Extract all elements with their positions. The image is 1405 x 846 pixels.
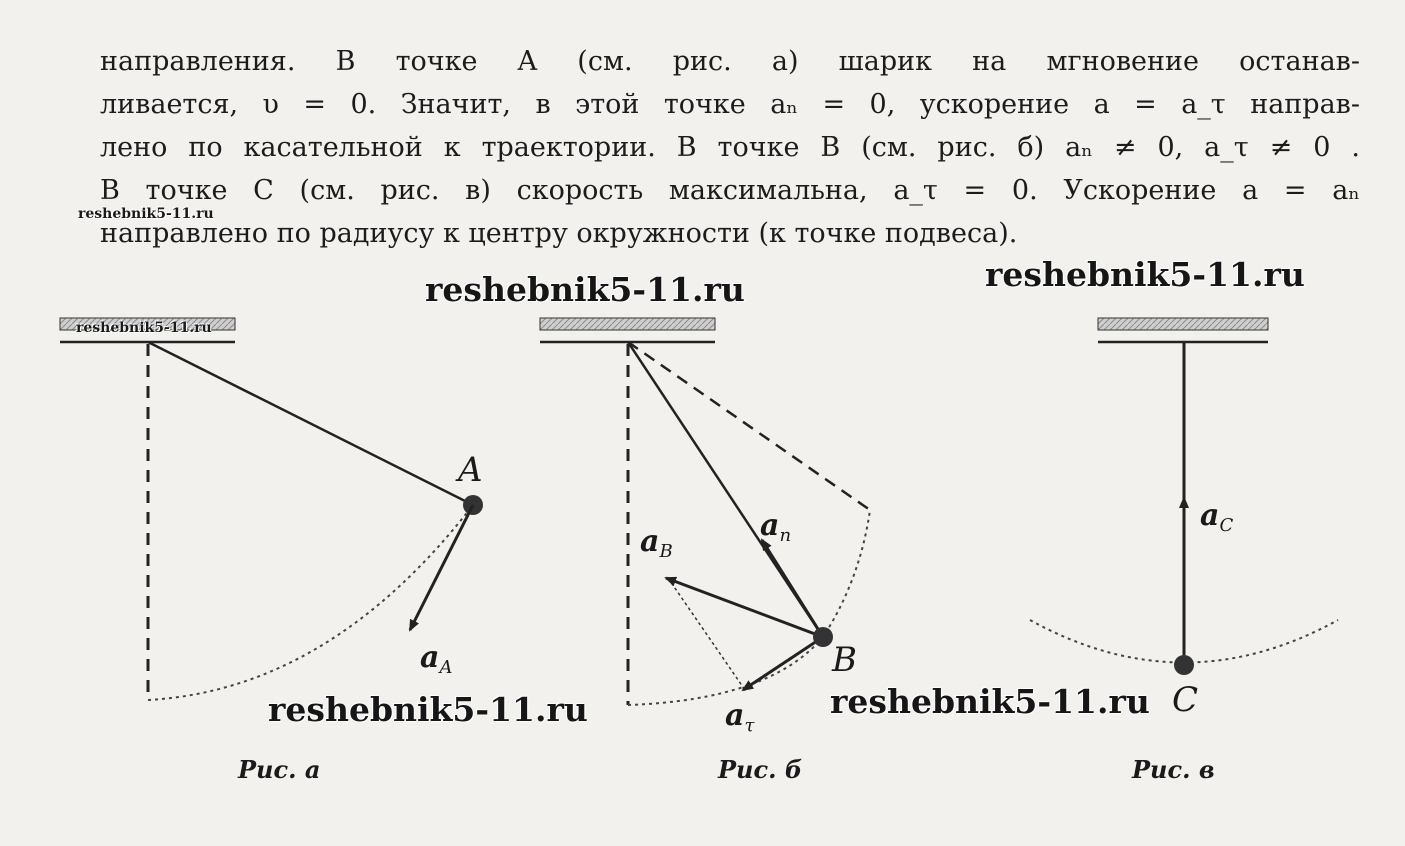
- text-line-3: лено по касательной к траектории. В точке B (см. рис. б) aₙ ≠ 0, a_τ ≠ 0 .: [100, 132, 1360, 163]
- figure-c: [1030, 318, 1338, 675]
- caption-figure-b: Рис. б: [718, 755, 803, 784]
- caption-figure-c: Рис. в: [1132, 755, 1215, 784]
- thread-a: [148, 342, 473, 505]
- dashed-radius-b: [628, 342, 870, 510]
- vector-aB: [666, 578, 823, 637]
- watermark-4: reshebnik5-11.ru: [830, 682, 1150, 721]
- text-line-4: В точке C (см. рис. в) скорость максимальна, a_τ = 0. Ускорение a = aₙ: [100, 175, 1360, 206]
- watermark-2: reshebnik5-11.ru: [985, 255, 1305, 294]
- label-point-a: A: [458, 450, 483, 490]
- watermark-3: reshebnik5-11.ru: [268, 690, 588, 729]
- text-line-1: направления. В точке A (см. рис. а) шарик на мгновение останав-: [100, 46, 1360, 77]
- caption-figure-a: Рис. а: [238, 755, 321, 784]
- label-vector-aA: $a_A$: [420, 640, 453, 678]
- label-vector-an: $a_n$: [760, 508, 792, 546]
- ball-b: [813, 627, 833, 647]
- label-point-b: B: [832, 640, 857, 680]
- watermark-small-1: reshebnik5-11.ru: [78, 206, 214, 222]
- ceiling-c: [1098, 318, 1268, 330]
- ball-c: [1174, 655, 1194, 675]
- vector-at: [743, 637, 823, 690]
- text-line-5: направлено по радиусу к центру окружности (к точке подвеса).: [100, 218, 1018, 249]
- label-vector-aC: $a_C$: [1200, 498, 1234, 536]
- watermark-1: reshebnik5-11.ru: [425, 270, 745, 309]
- label-vector-aB: $a_B$: [640, 524, 673, 562]
- watermark-small-2: reshebnik5-11.ru: [76, 320, 212, 336]
- label-vector-at: $a_\tau$: [725, 698, 755, 736]
- vector-an: [762, 540, 823, 637]
- text-line-2: ливается, υ = 0. Значит, в этой точке aₙ = 0, ускорение a = a_τ направ-: [100, 89, 1360, 120]
- figure-b: [540, 318, 870, 705]
- ceiling-b: [540, 318, 715, 330]
- label-point-c: C: [1172, 680, 1199, 720]
